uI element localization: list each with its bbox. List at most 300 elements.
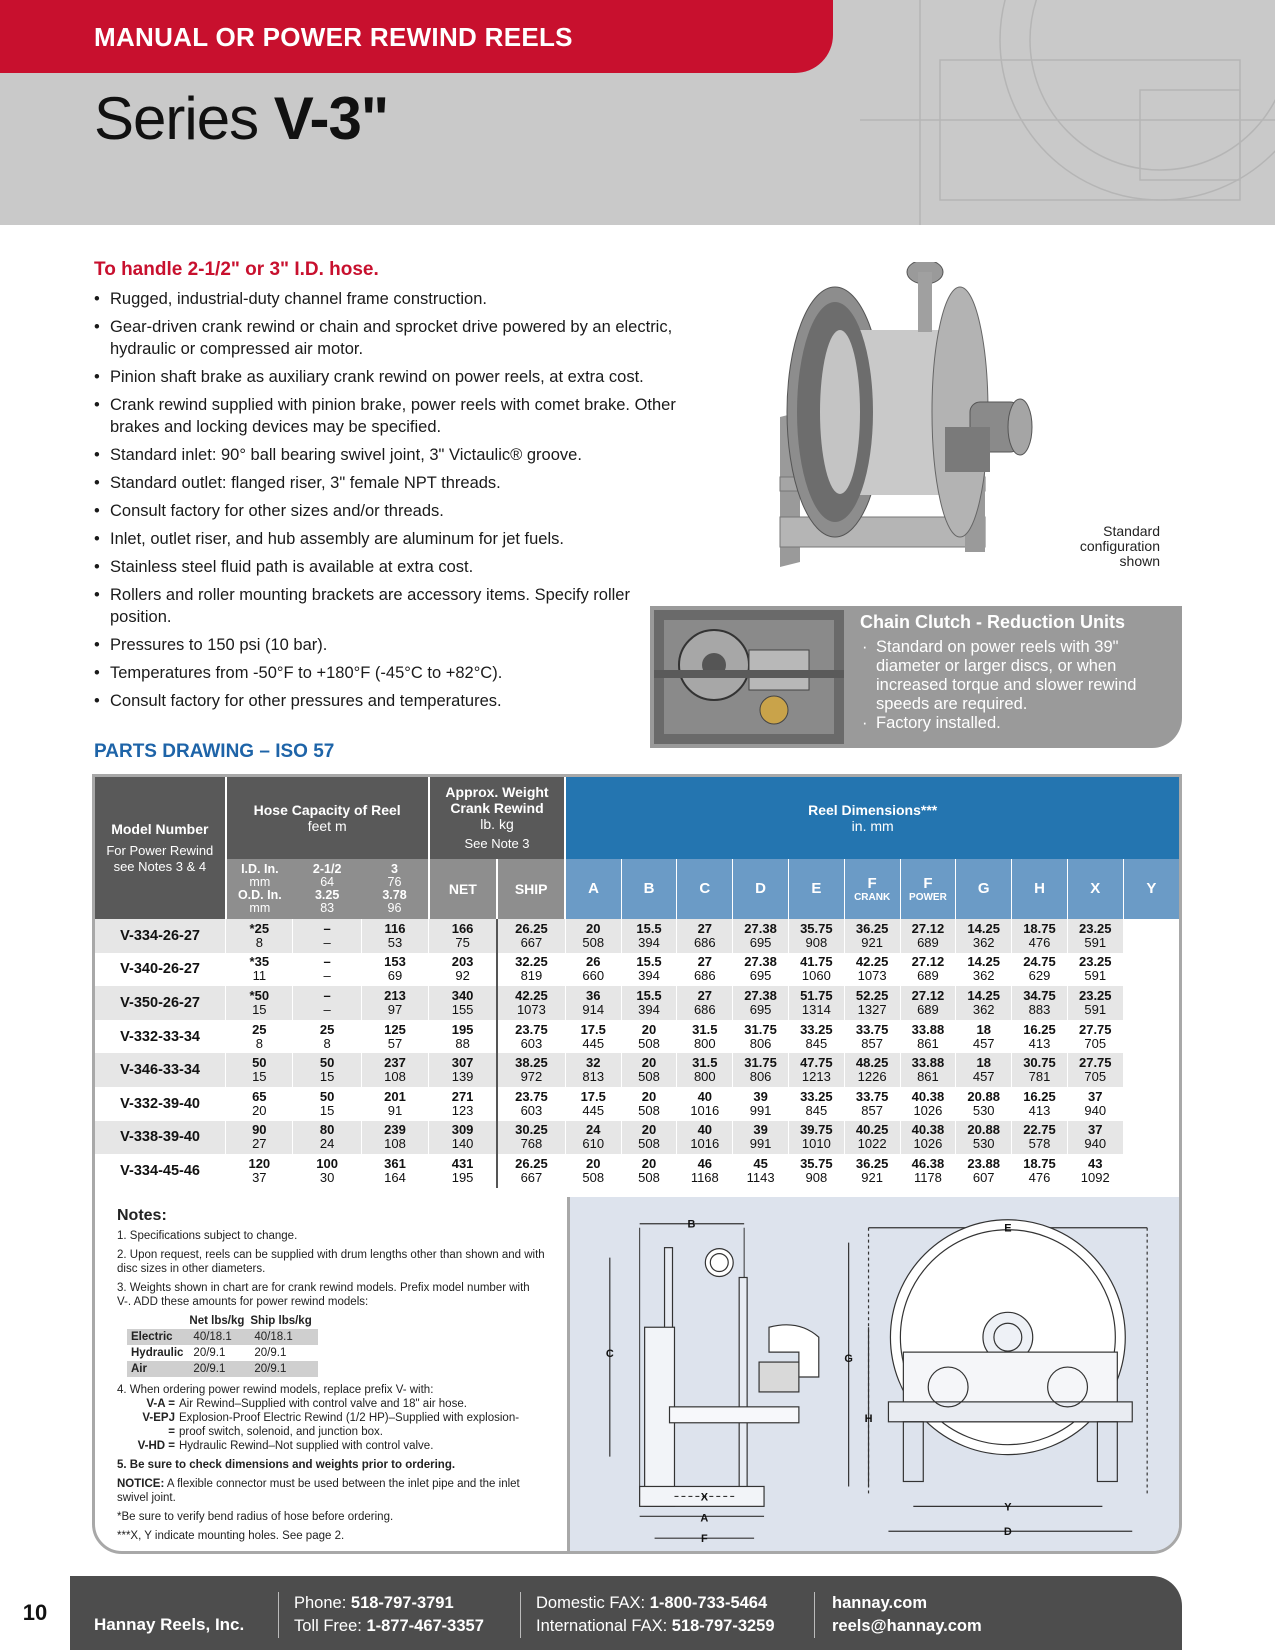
note-3 [117,1281,545,1377]
prefix-code: V-A = [146,1398,175,1410]
prefix-desc: Explosion-Proof Electric Rewind (1/2 HP)–Supplied with explosion-proof switch, solenoid, and junction box. [179,1412,520,1438]
table-cell [1012,1121,1068,1155]
value-imperial: 27.38 [744,987,777,1003]
value-metric: 819 [520,968,543,984]
notice [117,1477,545,1505]
chain-clutch-item: · Standard on power reels with 39" diameter or larger discs, or when increased torque and slower rewind speeds are required. [860,638,1172,714]
value-metric: 800 [693,1069,716,1085]
table-cell [733,1087,789,1121]
page-number: 10 [0,1576,70,1650]
table-cell [621,919,677,953]
table-cell [733,1020,789,1054]
table-cell [621,1121,677,1155]
value-imperial: 100 [316,1155,338,1171]
prefix-desc: Hydraulic Rewind–Not supplied with control valve. [179,1440,434,1452]
value-imperial: 16.25 [1023,1021,1056,1037]
value-imperial: 27.75 [1078,1021,1112,1037]
power-weight-table [127,1313,318,1377]
value-imperial: 40 [697,1088,713,1104]
value-imperial: 31.5 [692,1055,718,1071]
value-metric: 1327 [857,1001,887,1017]
value-metric: 394 [638,968,660,984]
value-imperial: 26 [586,954,601,970]
value-imperial: 31.75 [744,1021,777,1037]
table-cell [900,1053,956,1087]
table-cell [429,1053,497,1087]
feature-item: • Stainless steel fluid path is available at extra cost. [94,556,694,578]
value-metric: 476 [1028,1169,1051,1185]
value-metric: 476 [1028,934,1051,950]
value-imperial: 41.75 [800,954,833,970]
header-dim-col: F CRANK [844,859,900,919]
phone-number: 518-797-3791 [350,1594,454,1612]
feature-item: • Pressures to 150 psi (10 bar). [94,634,694,656]
value-imperial: 15.5 [636,920,662,936]
value-imperial: 42.25 [515,987,548,1003]
value-imperial: 27 [697,987,713,1003]
model-number: V-346-33-34 [95,1053,226,1087]
value-metric: 883 [1028,1001,1051,1017]
table-cell [844,1121,900,1155]
header-model [95,777,226,919]
table-cell [497,1121,565,1155]
table-row [95,1053,1179,1087]
value-metric: 75 [455,934,470,950]
table-row [95,1121,1179,1155]
table-cell [621,1087,677,1121]
value-metric: 394 [638,1001,660,1017]
intl-fax-number: 518-797-3259 [671,1617,775,1635]
table-cell [1067,1020,1123,1054]
value-metric: 667 [520,934,543,950]
value-imperial: 38.25 [515,1055,548,1071]
value-imperial: 36.25 [855,1155,889,1171]
parts-drawing-heading: PARTS DRAWING – ISO 57 [94,741,335,762]
table-cell [429,986,497,1020]
header-hose-size [293,859,361,919]
table-row [95,1087,1179,1121]
value-metric: 24 [319,1136,335,1152]
table-cell [1012,986,1068,1020]
table-cell [900,1020,956,1054]
table-cell [565,1087,621,1121]
value-imperial: 50 [319,1055,335,1071]
value-imperial: 237 [384,1055,406,1071]
table-cell [900,1087,956,1121]
header-weight-note: See Note 3 [464,836,530,851]
prefix-code-row [135,1411,545,1439]
value-metric: 1314 [801,1001,831,1017]
value-imperial: 27.75 [1078,1055,1112,1071]
table-cell [677,986,733,1020]
value-metric: 603 [520,1035,543,1051]
value-imperial: 23.25 [1078,954,1112,970]
value-metric: 413 [1028,1102,1051,1118]
weight-net: 20/9.1 [193,1347,226,1359]
value-metric: 857 [861,1102,883,1118]
value-imperial: *50 [249,987,270,1003]
weight-row [127,1361,318,1377]
header-model-note: For Power Rewind see Notes 3 & 4 [106,843,214,874]
value-imperial: 27.38 [744,920,777,936]
table-cell [226,1053,293,1087]
weight-type: Hydraulic [131,1347,184,1359]
value-metric: 91 [387,1102,403,1118]
table-cell [844,953,900,987]
value-metric: 508 [638,1035,660,1051]
phone-label: Phone: [294,1594,347,1612]
feature-item: • Standard outlet: flanged riser, 3" female NPT threads. [94,472,694,494]
value-imperial: 48.25 [855,1055,889,1071]
value-metric: 108 [384,1136,406,1152]
value-imperial: 42.25 [855,954,889,970]
value-metric: 20 [252,1102,267,1118]
model-number: V-340-26-27 [95,953,226,987]
value-imperial: 14.25 [967,954,1000,970]
value-imperial: 26.25 [515,920,548,936]
dim-label-g: G [844,1353,853,1366]
table-cell [293,1087,361,1121]
value-metric: 508 [638,1069,660,1085]
dim-label-h: H [864,1412,873,1425]
table-cell [1012,1087,1068,1121]
value-imperial: 166 [451,920,474,936]
value-metric: 667 [520,1169,543,1185]
tollfree-label: Toll Free: [294,1617,362,1635]
value-metric: 123 [451,1102,474,1118]
value-metric: 1092 [1080,1169,1110,1185]
value-imperial: 22.75 [1023,1122,1056,1138]
value-imperial: 20 [641,1122,657,1138]
table-cell [621,1053,677,1087]
notice-label: NOTICE: [117,1478,165,1490]
value-metric: 940 [1084,1102,1107,1118]
value-metric: 8 [255,1035,263,1051]
table-cell [677,1053,733,1087]
value-imperial: 51.75 [800,987,833,1003]
feature-item: • Rugged, industrial-duty channel frame construction. [94,288,694,310]
table-cell [844,1053,900,1087]
hose-od-in: 3.25 [314,888,340,902]
value-imperial: 125 [384,1021,406,1037]
feature-item: • Consult factory for other sizes and/or threads. [94,500,694,522]
value-metric: 53 [387,934,403,950]
dim-label-b: B [687,1218,696,1231]
header-ship: SHIP [497,859,565,919]
table-cell [956,919,1012,953]
value-imperial: 23.25 [1078,987,1112,1003]
table-cell [677,1020,733,1054]
value-imperial: 33.88 [911,1021,945,1037]
note-4 [117,1383,545,1453]
value-imperial: 46 [697,1155,713,1171]
table-cell [788,919,844,953]
value-metric: 861 [917,1069,939,1085]
table-cell [226,1087,293,1121]
value-metric: 8 [255,934,263,950]
header-dim-col: C [677,859,733,919]
table-cell [677,953,733,987]
id-label: I.D. In. [241,862,279,876]
value-metric: 689 [917,1001,939,1017]
value-metric: 686 [693,968,716,984]
note-3-text: 3. Weights shown in chart are for crank rewind models. Prefix model number with V-. ADD these amounts for power rewind models: [117,1282,530,1308]
value-imperial: 20.88 [967,1088,1000,1104]
value-metric: 92 [455,968,470,984]
value-metric: 1010 [801,1136,831,1152]
parts-drawing [567,1197,1181,1554]
value-metric: 914 [582,1001,605,1017]
table-cell [293,1053,361,1087]
value-metric: 629 [1028,968,1051,984]
table-cell [900,953,956,987]
table-cell [361,1053,428,1087]
note-5: 5. Be sure to check dimensions and weights prior to ordering. [117,1459,456,1471]
table-cell [956,1154,1012,1188]
table-cell [788,1053,844,1087]
weight-type: Electric [127,1329,189,1345]
value-metric: 1168 [690,1169,719,1185]
value-imperial: 18.75 [1023,920,1056,936]
page-title-light: Series [94,85,259,152]
table-cell [565,953,621,987]
table-cell [733,1154,789,1188]
table-cell [956,1087,1012,1121]
value-imperial: 120 [248,1155,271,1171]
feature-item: • Consult factory for other pressures and temperatures. [94,690,694,712]
prefix-code-row [135,1397,545,1411]
value-imperial: 40 [697,1122,713,1138]
table-cell [429,1087,497,1121]
id-unit: mm [249,875,271,889]
footer-web-block [832,1592,982,1638]
reel-photo [740,262,1055,592]
website-link[interactable]: hannay.com [832,1594,928,1612]
table-cell [1067,1053,1123,1087]
value-imperial: *35 [249,954,270,970]
value-imperial: 36.25 [855,920,889,936]
value-metric: 195 [451,1169,474,1185]
value-imperial: 46.38 [911,1155,945,1171]
value-metric: 139 [451,1069,474,1085]
header-dimensions [565,777,1179,859]
value-metric: 362 [972,968,995,984]
value-imperial: 32.25 [515,954,548,970]
value-metric: 695 [749,1001,772,1017]
value-imperial: 20 [641,1155,657,1171]
footnote-star3: ***X, Y indicate mounting holes. See page 2. [117,1530,345,1542]
note-1: 1. Specifications subject to change. [117,1230,298,1242]
chain-clutch-item: · Factory installed. [860,714,1172,733]
value-imperial: 195 [451,1021,474,1037]
footer-divider [278,1592,279,1638]
footer-phone-block [294,1592,484,1638]
hose-id-in: 3 [391,862,398,876]
value-imperial: *25 [249,920,270,936]
hose-od-mm: 83 [320,901,335,915]
table-cell [226,1020,293,1054]
domestic-fax-number: 1-800-733-5464 [649,1594,768,1612]
value-metric: 11 [252,968,267,984]
value-imperial: 33.88 [911,1055,945,1071]
table-cell [497,1154,565,1188]
table-cell [497,953,565,987]
table-cell [788,953,844,987]
table-cell [565,1020,621,1054]
table-cell [226,953,293,987]
table-cell [677,1121,733,1155]
intl-fax-label: International FAX: [536,1617,668,1635]
value-metric: 15 [252,1001,267,1017]
table-cell [1012,1020,1068,1054]
value-metric: 908 [805,1169,828,1185]
table-cell [429,1020,497,1054]
table-cell [361,1121,428,1155]
value-metric: 686 [693,1001,716,1017]
table-cell [621,1154,677,1188]
table-cell [361,986,428,1020]
chain-clutch-callout [650,606,1182,748]
table-cell [677,919,733,953]
value-imperial: 23.75 [515,1021,548,1037]
table-cell [621,1020,677,1054]
table-cell [497,919,565,953]
tollfree-number: 1-877-467-3357 [366,1617,484,1635]
table-cell [956,1020,1012,1054]
value-imperial: 47.75 [800,1055,833,1071]
header-net: NET [429,859,497,919]
value-metric: 781 [1028,1069,1051,1085]
model-number: V-334-26-27 [95,919,226,953]
value-metric: – [323,1001,331,1017]
feature-item: • Standard inlet: 90° ball bearing swivel joint, 3" Victaulic® groove. [94,444,694,466]
table-cell [497,1053,565,1087]
table-cell [733,1121,789,1155]
value-imperial: 50 [252,1055,267,1071]
value-metric: 806 [749,1035,772,1051]
value-metric: 1073 [516,1001,546,1017]
value-imperial: 31.75 [744,1055,777,1071]
table-cell [293,986,361,1020]
value-imperial: 40.38 [911,1088,945,1104]
value-metric: 806 [749,1069,772,1085]
value-metric: 1060 [801,968,831,984]
value-imperial: 33.25 [800,1088,833,1104]
weight-row [127,1329,318,1345]
weight-ship: 20/9.1 [250,1361,317,1377]
value-metric: 508 [638,1169,660,1185]
value-metric: 1022 [857,1136,887,1152]
value-imperial: 39 [753,1122,768,1138]
value-metric: 591 [1084,968,1107,984]
value-imperial: 23.75 [515,1088,548,1104]
value-imperial: 15.5 [636,954,662,970]
value-metric: 445 [582,1102,605,1118]
header-dim-col: A [565,859,621,919]
value-imperial: 271 [451,1088,474,1104]
value-metric: 457 [972,1035,995,1051]
table-cell [361,919,428,953]
value-imperial: 27 [697,954,713,970]
value-imperial: 16.25 [1023,1088,1056,1104]
value-imperial: 20.88 [967,1122,1000,1138]
value-imperial: 18.75 [1023,1155,1056,1171]
value-imperial: 201 [384,1088,406,1104]
table-cell [677,1087,733,1121]
dim-label-y: Y [1004,1501,1012,1514]
prefix-desc: Air Rewind–Supplied with control valve and 18" air hose. [179,1398,467,1410]
feature-item: • Crank rewind supplied with pinion brake, power reels with comet brake. Other brakes and locking devices may be specified. [94,394,694,438]
value-imperial: 26.25 [515,1155,548,1171]
feature-item: • Temperatures from -50°F to +180°F (-45°C to +82°C). [94,662,694,684]
value-imperial: 30.25 [515,1122,548,1138]
header-band [0,0,833,73]
value-metric: 972 [520,1069,543,1085]
value-metric: 508 [582,934,605,950]
table-cell [361,953,428,987]
header-id-od-labels [226,859,293,919]
header-weight-units: lb. kg [480,816,514,832]
weight-net: 40/18.1 [189,1329,250,1345]
value-metric: 686 [693,934,716,950]
value-imperial: 431 [451,1155,474,1171]
table-cell [429,1154,497,1188]
value-imperial: 17.5 [580,1088,606,1104]
weight-head-ship: Ship lbs/kg [250,1315,312,1327]
value-imperial: 37 [1088,1088,1103,1104]
table-cell [1012,953,1068,987]
value-metric: 69 [387,968,403,984]
hose-od-in: 3.78 [382,888,407,902]
dim-label-f: F [700,1533,708,1546]
table-cell [565,1154,621,1188]
header-dims-units: in. mm [851,818,894,834]
value-imperial: 14.25 [967,920,1000,936]
value-metric: 8 [323,1035,331,1051]
table-cell [565,986,621,1020]
value-imperial: 14.25 [967,987,1000,1003]
value-imperial: 45 [753,1155,768,1171]
value-imperial: 20 [586,1155,601,1171]
value-imperial: 40.38 [911,1122,945,1138]
table-cell [788,986,844,1020]
value-imperial: 33.25 [800,1021,833,1037]
value-imperial: 40.25 [855,1122,889,1138]
value-imperial: 31.5 [692,1021,718,1037]
value-metric: 508 [638,1102,660,1118]
value-metric: 591 [1084,934,1107,950]
prefix-code: V-EPJ = [142,1412,175,1438]
value-metric: 695 [749,934,772,950]
table-cell [1067,1121,1123,1155]
feature-item: • Pinion shaft brake as auxiliary crank rewind on power reels, at extra cost. [94,366,694,388]
table-cell [956,953,1012,987]
value-imperial: 20 [641,1088,657,1104]
header-hose-units: feet m [307,818,347,834]
table-cell [293,1121,361,1155]
weight-ship: 20/9.1 [254,1347,287,1359]
table-cell [1012,1053,1068,1087]
chain-clutch-photo [654,610,844,744]
table-cell [1012,1154,1068,1188]
email-link[interactable]: reels@hannay.com [832,1617,982,1635]
value-imperial: 36 [586,987,601,1003]
footer-divider [520,1592,521,1638]
od-unit: mm [249,901,271,915]
table-cell [1067,1087,1123,1121]
domestic-fax-label: Domestic FAX: [536,1594,646,1612]
hose-id-mm: 76 [387,875,402,889]
